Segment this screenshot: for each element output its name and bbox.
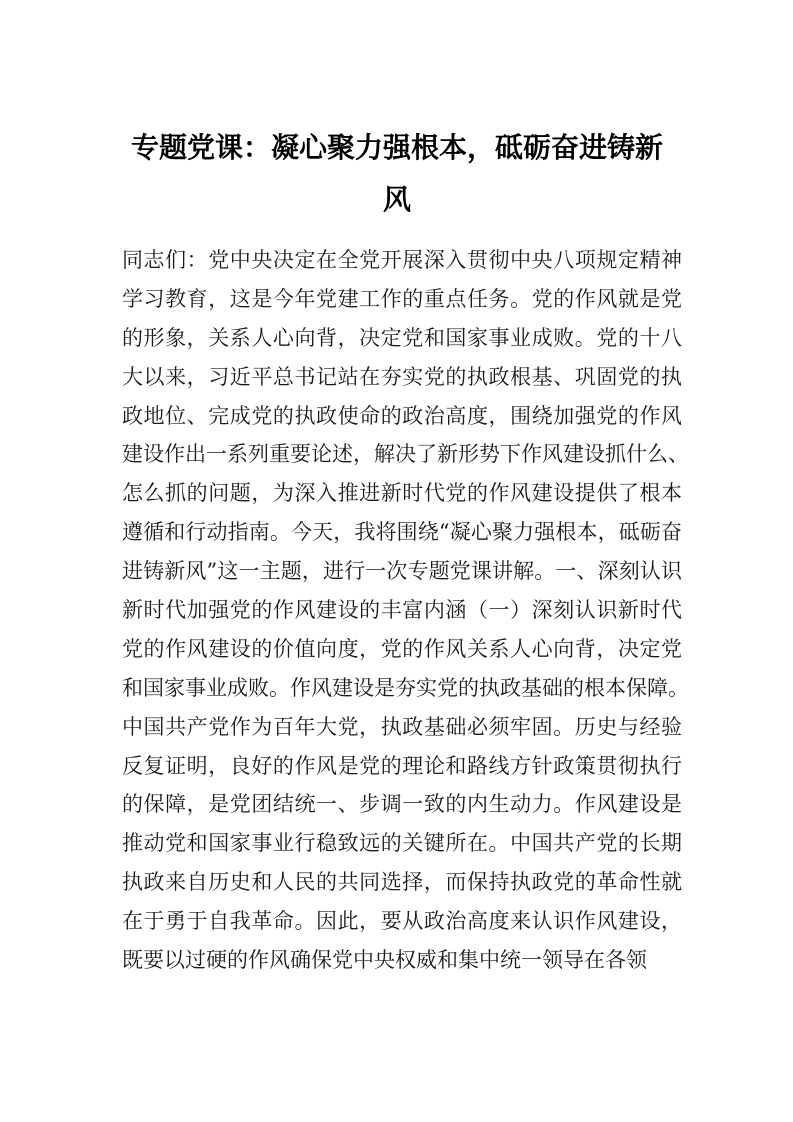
body-line: 和国家事业成败。作风建设是夯实党的执政基础的根本保障。 xyxy=(122,675,689,700)
title-line: 风 xyxy=(382,183,411,216)
body-line: 新时代加强党的作风建设的丰富内涵（一）深刻认识新时代 xyxy=(122,598,682,623)
body-line: 大以来，习近平总书记站在夯实党的执政根基、巩固党的执 xyxy=(122,364,682,389)
body-line: 党的作风建设的价值向度，党的作风关系人心向背，决定党 xyxy=(122,636,682,661)
body-line: 反复证明，良好的作风是党的理论和路线方针政策贯彻执行 xyxy=(122,753,682,778)
body-line: 推动党和国家事业行稳致远的关键所在。中国共产党的长期 xyxy=(122,831,682,856)
document-body xyxy=(122,241,689,980)
body-line: 学习教育，这是今年党建工作的重点任务。党的作风就是党 xyxy=(122,286,682,311)
body-line: 建设作出一系列重要论述，解决了新形势下作风建设抓什么、 xyxy=(122,442,689,467)
title-line: 专题党课：凝心聚力强根本，砥砺奋进铸新 xyxy=(130,131,663,164)
body-line: 遵循和行动指南。今天，我将围绕“凝心聚力强根本，砥砺奋 xyxy=(122,520,682,545)
body-line: 的保障，是党团结统一、步调一致的内生动力。作风建设是 xyxy=(122,792,682,817)
body-line: 政地位、完成党的执政使命的政治高度，围绕加强党的作风 xyxy=(122,403,682,428)
body-line: 的形象，关系人心向背，决定党和国家事业成败。党的十八 xyxy=(122,325,682,350)
body-line: 同志们：党中央决定在全党开展深入贯彻中央八项规定精神 xyxy=(122,248,682,272)
body-line: 中国共产党作为百年大党，执政基础必须牢固。历史与经验 xyxy=(122,714,682,739)
document-title xyxy=(112,122,682,226)
body-line: 执政来自历史和人民的共同选择，而保持执政党的革命性就 xyxy=(122,870,682,895)
body-line: 进铸新风”这一主题，进行一次专题党课讲解。一、深刻认识 xyxy=(122,559,682,584)
body-line: 在于勇于自我革命。因此，要从政治高度来认识作风建设， xyxy=(122,909,682,934)
body-line: 既要以过硬的作风确保党中央权威和集中统一领导在各领 xyxy=(122,948,647,973)
body-line: 怎么抓的问题，为深入推进新时代党的作风建设提供了根本 xyxy=(122,481,682,506)
